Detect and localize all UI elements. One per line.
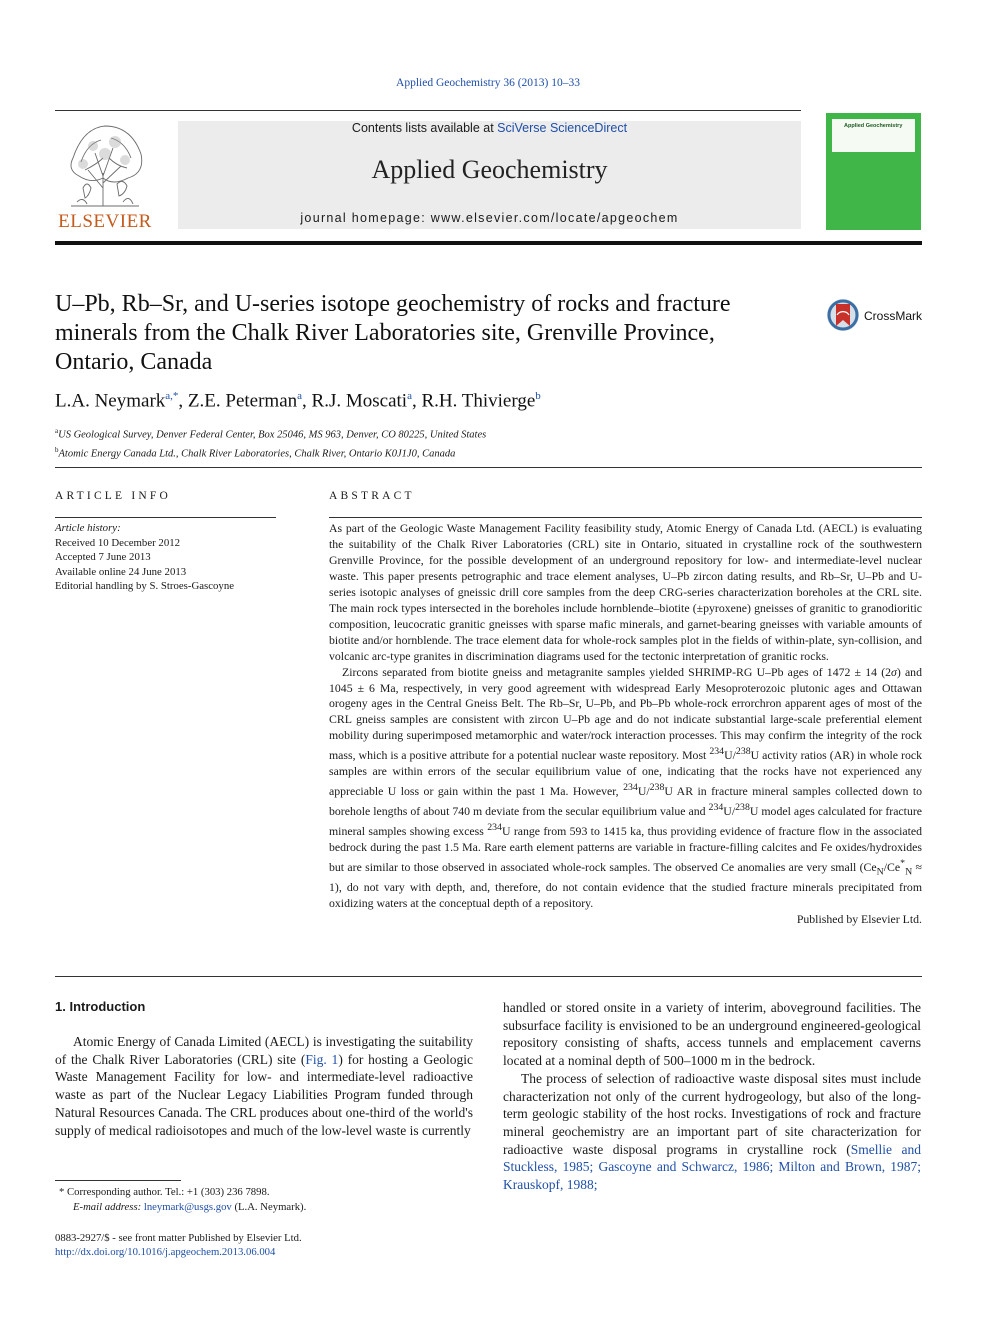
abstract-body [329, 521, 922, 928]
email-suffix: (L.A. Neymark). [231, 1201, 307, 1213]
abstract-rule [329, 517, 922, 518]
subscript-n: N [905, 866, 913, 878]
cover-title-panel [832, 119, 915, 152]
sciencedirect-link[interactable]: SciVerse ScienceDirect [497, 121, 628, 135]
footnotes [55, 1185, 306, 1215]
figure-1-link[interactable]: Fig. 1 [305, 1051, 339, 1067]
author-name[interactable]: L.A. Neymark [55, 390, 166, 412]
contents-prefix: Contents lists available at [351, 121, 498, 135]
isotope-superscript: 234 [487, 821, 502, 833]
author-affiliation-marker[interactable]: b [535, 390, 541, 402]
author-name[interactable]: Z.E. Peterman [187, 390, 298, 412]
email-label: E-mail address: [73, 1201, 144, 1213]
article-info-rule [55, 517, 276, 518]
title-top-rule [55, 241, 922, 245]
contents-line [178, 121, 801, 135]
journal-homepage[interactable]: journal homepage: www.elsevier.com/locate/apgeochem [300, 211, 679, 225]
elsevier-wordmark: ELSEVIER [58, 211, 152, 232]
abstract-text: ≈ 1), do not vary with depth, and, therefore, do not contain evidence that the studied fracture minerals precipitated from oxidizing waters at the conceptual depth of a repository. [329, 859, 922, 910]
author-affiliation-marker[interactable]: a,* [165, 390, 179, 402]
cover-title: Applied Geochemistry [844, 123, 903, 129]
header-divider [55, 110, 801, 111]
doi-link[interactable]: http://dx.doi.org/10.1016/j.apgeochem.2013.06.004 [55, 1246, 276, 1258]
author-affiliation-marker[interactable]: a [297, 390, 303, 402]
isotope-superscript: 238 [735, 802, 750, 814]
affiliation-marker: a [55, 427, 59, 435]
affiliations [55, 424, 486, 462]
abstract-bottom-rule [55, 976, 922, 977]
corresponding-author-note: * Corresponding author. Tel.: +1 (303) 236 7898. [59, 1186, 270, 1198]
journal-cover-thumbnail [826, 113, 921, 230]
abstract-text: /Ce [883, 859, 901, 874]
isotope-superscript: 238 [735, 746, 751, 758]
abstract-paragraph-2 [329, 665, 922, 912]
crossmark-label[interactable]: CrossMark [864, 309, 923, 323]
editorial-handling: Editorial handling by S. Stroes-Gascoyne [55, 580, 235, 593]
journal-citation-link[interactable]: Applied Geochemistry 36 (2013) 10–33 [396, 77, 580, 89]
abstract-text: U activity ratios (AR) in whole rock samples are within errors of the secular equilibrium value of one, indicating that the rocks have not experienced any appreciable U loss or gain within the past 1 Ma. However, [329, 748, 923, 799]
intro-paragraph-2 [503, 1070, 921, 1194]
received-date: Received 10 December 2012 [55, 536, 181, 549]
author-list: L.A. Neymark$^{a,*}$, Z.E. Peterman$^a$, R.J. Moscati$^a$, R.H. Thivierge$^b$ [55, 390, 541, 412]
issn-block [55, 1231, 302, 1259]
journal-banner [178, 121, 801, 229]
abstract-text: U/ [724, 748, 736, 763]
intro-paragraph-1 [55, 1033, 473, 1139]
abstract-paragraph-1: As part of the Geologic Waste Management Facility feasibility study, Atomic Energy of Canada Ltd. (AECL) is evaluating the suitability of the Chalk River Laboratories (CRL) site in Ontario, situated in crystalline rock of the southwestern Grenville Province, for the possible development of an underground repository for low- and intermediate-level nuclear waste. This paper presents petrographic and trace element analyses, U–Pb zircon dating results, and Rb–Sr, U–Pb and U-series isotopic analyses of gneissic drill core samples from the deep CRG-series characterization boreholes at the CRL site. The main rock types intersected in the boreholes include hornblende–biotite (±pyroxene) gneisses of granitic to granodioritic composition, leucocratic granitic gneisses with sparse mafic minerals, and garnet-bearing gneisses with variable amounts of biotite and/or hornblende. The trace element data for whole-rock samples plot in the fields of within-plate, syn-collision, and volcanic arc-type granites in discrimination diagrams used for the tectonic interpretation of granitic rocks. [329, 521, 922, 663]
affiliation-item [55, 443, 486, 462]
abstract-text: U/ [723, 803, 736, 818]
footnote-rule [55, 1180, 181, 1181]
journal-name: Applied Geochemistry [371, 155, 608, 184]
article-info-heading: ARTICLE INFO [55, 490, 171, 502]
isotope-superscript: 234 [623, 782, 638, 794]
article-title: U–Pb, Rb–Sr, and U-series isotope geochemistry of rocks and fracture minerals from the Chalk River Laboratories site, Grenville Province, Ontario, Canada [55, 291, 731, 375]
abstract-text: Zircons separated from biotite gneiss and metagranite samples yielded SHRIMP-RG U–Pb ages of 1472 ± 14 (2 [342, 664, 892, 679]
right-column [503, 999, 921, 1194]
abstract-heading: ABSTRACT [329, 490, 415, 502]
abstract-text: U range from 593 to 1415 ka, thus providing evidence of fracture flow in the associated bedrock during the past 1.5 Ma. Rare earth element patterns are variable in fracture-filling calcites and Fe oxides/hydroxides but are similar to those observed in associated whole-rock samples. The observed Ce anomalies are very small (Ce [329, 823, 923, 874]
abstract-text: U AR in fracture mineral samples collected down to borehole lengths of about 740 m deviate from the secular equilibrium value and [329, 784, 922, 818]
intro-text: Atomic Energy of Canada Limited (AECL) is investigating the suitability of the Chalk River Laboratories (CRL) site ( [55, 1034, 473, 1067]
email-link[interactable]: lneymark@usgs.gov [143, 1201, 232, 1213]
email-note [55, 1200, 306, 1215]
isotope-superscript: 238 [649, 782, 665, 794]
abstract-text: U/ [637, 784, 650, 799]
publisher-note: Published by Elsevier Ltd. [796, 911, 922, 926]
affiliation-marker: b [55, 446, 59, 454]
affiliation-text: US Geological Survey, Denver Federal Center, Box 25046, MS 963, Denver, CO 80225, United States [58, 429, 487, 441]
author-name[interactable]: R.J. Moscati [311, 390, 408, 412]
intro-text: ) for hosting a Geologic Waste Management Facility for low- and intermediate-level radioactive waste as part of the Nuclear Legacy Liabilities Program funded through Natural Resources Canada. The CRL produces about one-third of the world's supply of medical radioisotopes and much of the low-level waste is currently [55, 1051, 474, 1138]
subscript-n: N [876, 866, 884, 878]
article-history [55, 521, 305, 594]
affiliation-item [55, 424, 486, 443]
abstract-text: U model ages calculated for fracture mineral samples showing excess [329, 803, 923, 838]
author-name[interactable]: R.H. Thivierge [421, 390, 536, 412]
isotope-superscript: 234 [709, 746, 725, 758]
reference-links[interactable]: Smellie and Stuckless, 1985; Gascoyne and Schwarcz, 1986; Milton and Brown, 1987; Krauskopf, 1988; [503, 1141, 921, 1193]
affiliation-text: Atomic Energy Canada Ltd., Chalk River Laboratories, Chalk River, Ontario K0J1J0, Canada [58, 448, 456, 460]
left-column [55, 1033, 473, 1139]
abstract-text: ) and 1045 ± 6 Ma, respectively, in very good agreement with widespread Early Mesoproterozoic plutonic ages and Ottawan orogeny ages in the Central Gneiss Belt. The Rb–Sr, U–Pb, and Pb–Pb whole-rock errorchron apparent ages of most of the CRL gneiss samples are consistent with zircon U–Pb age and do not indicate substantial large-scale preferential element mobility during superimposed metamorphic and water/rock interaction processes. This may confirm the integrity of the rock mass, which is a positive attribute for a potential nuclear waste repository. Most [329, 664, 922, 763]
introduction-heading: 1. Introduction [55, 999, 146, 1014]
author-affiliation-marker[interactable]: a [407, 390, 412, 402]
online-date: Available online 24 June 2013 [55, 565, 187, 578]
issn-line: 0883-2927/$ - see front matter Published by Elsevier Ltd. [55, 1232, 302, 1244]
intro-text: The process of selection of radioactive waste disposal sites must include characterization not only of the current hydrogeology, but also of the long-term geologic stability of the host rocks. Investigations of rock and fracture mineral geochemistry are an important part of site characterization for radioactive waste disposal programs in crystalline rock ( [503, 1070, 921, 1157]
history-label: Article history: [55, 522, 121, 534]
sigma-symbol: σ [891, 664, 897, 679]
header-bottom-rule [55, 467, 922, 468]
star-superscript: * [900, 857, 906, 869]
intro-paragraph-continued: handled or stored onsite in a variety of interim, aboveground facilities. The subsurface facility is envisioned to be an underground engineered-geological repository consisting of shafts, access tunnels and emplacement caverns located at a nominal depth of 500–1000 m in the bedrock. [503, 1000, 921, 1069]
isotope-superscript: 234 [708, 802, 724, 814]
accepted-date: Accepted 7 June 2013 [55, 551, 151, 564]
